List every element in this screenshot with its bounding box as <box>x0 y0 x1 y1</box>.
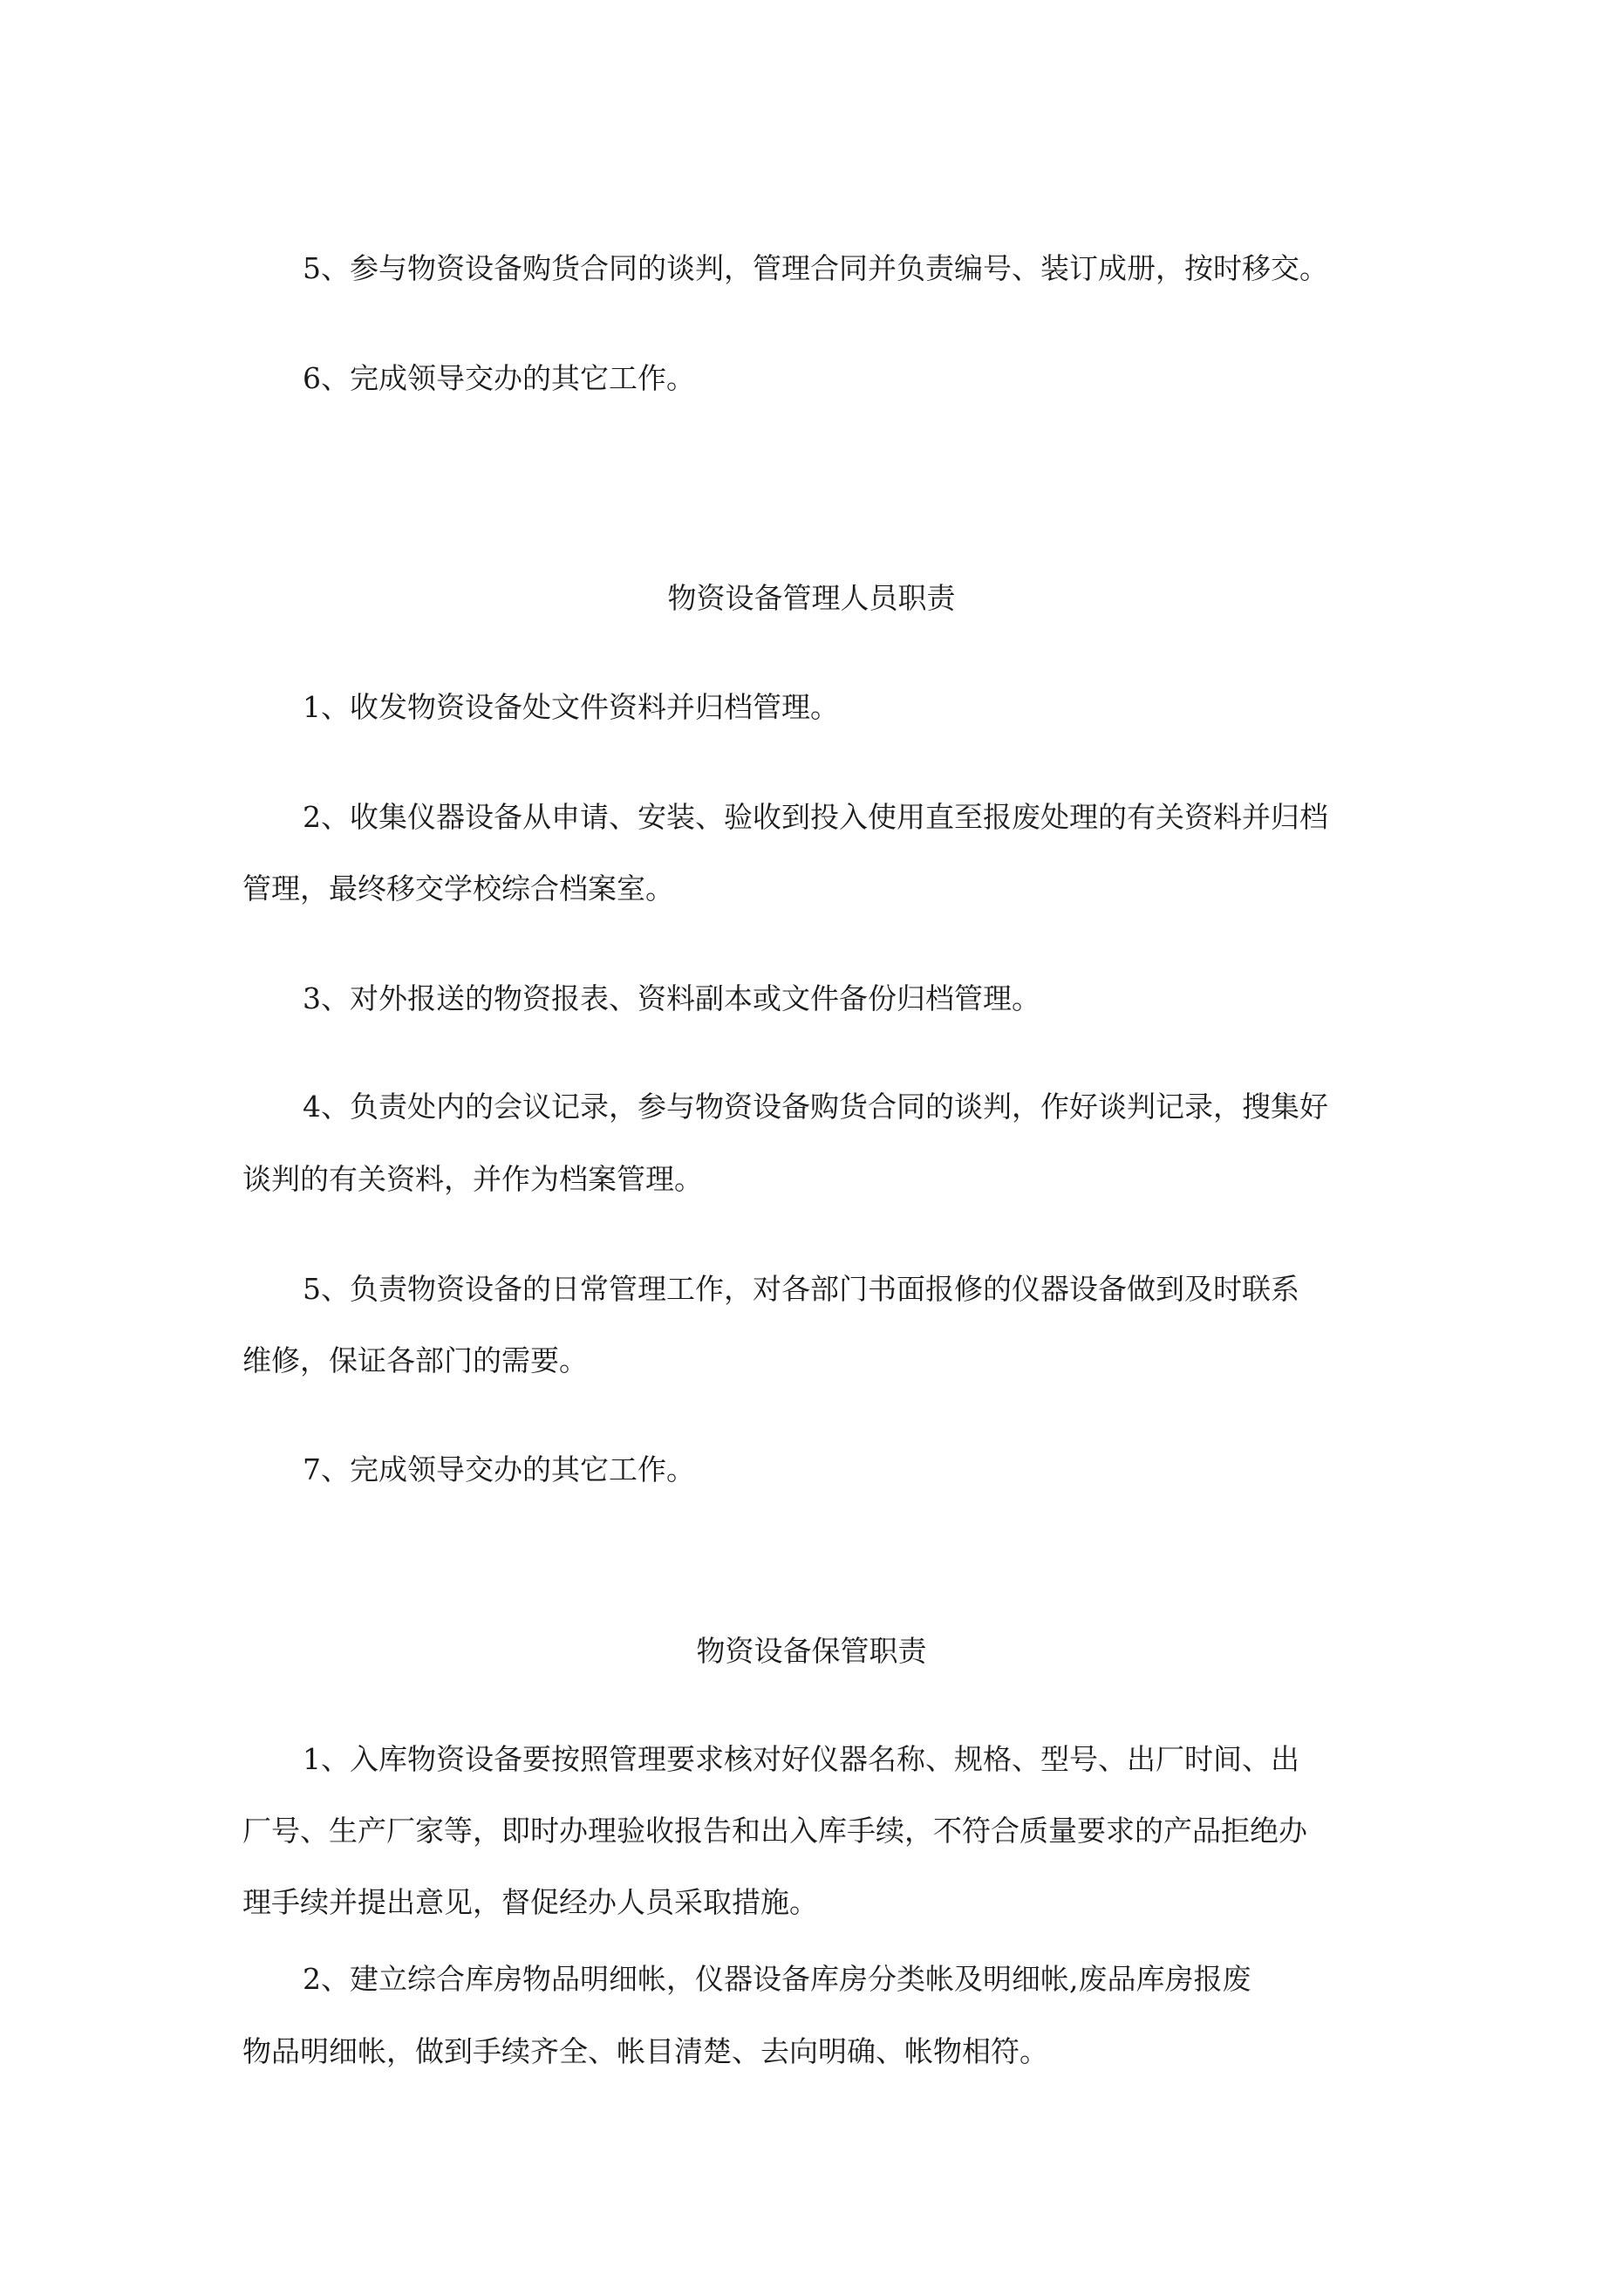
section-title-manager: 物资设备管理人员职责 <box>667 581 956 615</box>
paragraph-line: 2、建立综合库房物品明细帐，仪器设备库房分类帐及明细帐,废品库房报废 <box>303 1962 1251 1996</box>
paragraph-line: 1、收发物资设备处文件资料并归档管理。 <box>303 690 839 724</box>
paragraph-line: 维修，保证各部门的需要。 <box>242 1343 588 1377</box>
paragraph-line: 6、完成领导交办的其它工作。 <box>303 361 695 395</box>
paragraph-line: 3、对外报送的物资报表、资料副本或文件备份归档管理。 <box>303 981 1040 1015</box>
paragraph-line: 2、收集仪器设备从申请、安装、验收到投入使用直至报废处理的有关资料并归档 <box>303 800 1328 834</box>
paragraph-line: 理手续并提出意见，督促经办人员采取措施。 <box>242 1885 818 1919</box>
paragraph-line: 1、入库物资设备要按照管理要求核对好仪器名称、规格、型号、出厂时间、出 <box>303 1742 1299 1776</box>
paragraph-line: 5、负责物资设备的日常管理工作，对各部门书面报修的仪器设备做到及时联系 <box>303 1272 1299 1306</box>
paragraph-line: 7、完成领导交办的其它工作。 <box>303 1452 695 1486</box>
paragraph-line: 厂号、生产厂家等，即时办理验收报告和出入库手续，不符合质量要求的产品拒绝办 <box>242 1814 1307 1848</box>
paragraph-line: 5、参与物资设备购货合同的谈判，管理合同并负责编号、装订成册，按时移交。 <box>303 251 1328 285</box>
paragraph-line: 管理，最终移交学校综合档案室。 <box>242 871 674 905</box>
paragraph-line: 4、负责处内的会议记录，参与物资设备购货合同的谈判，作好谈判记录，搜集好 <box>303 1090 1328 1124</box>
section-title-custody: 物资设备保管职责 <box>696 1634 927 1668</box>
paragraph-line: 物品明细帐，做到手续齐全、帐目清楚、去向明确、帐物相符。 <box>242 2034 1048 2068</box>
paragraph-line: 谈判的有关资料，并作为档案管理。 <box>242 1162 703 1196</box>
